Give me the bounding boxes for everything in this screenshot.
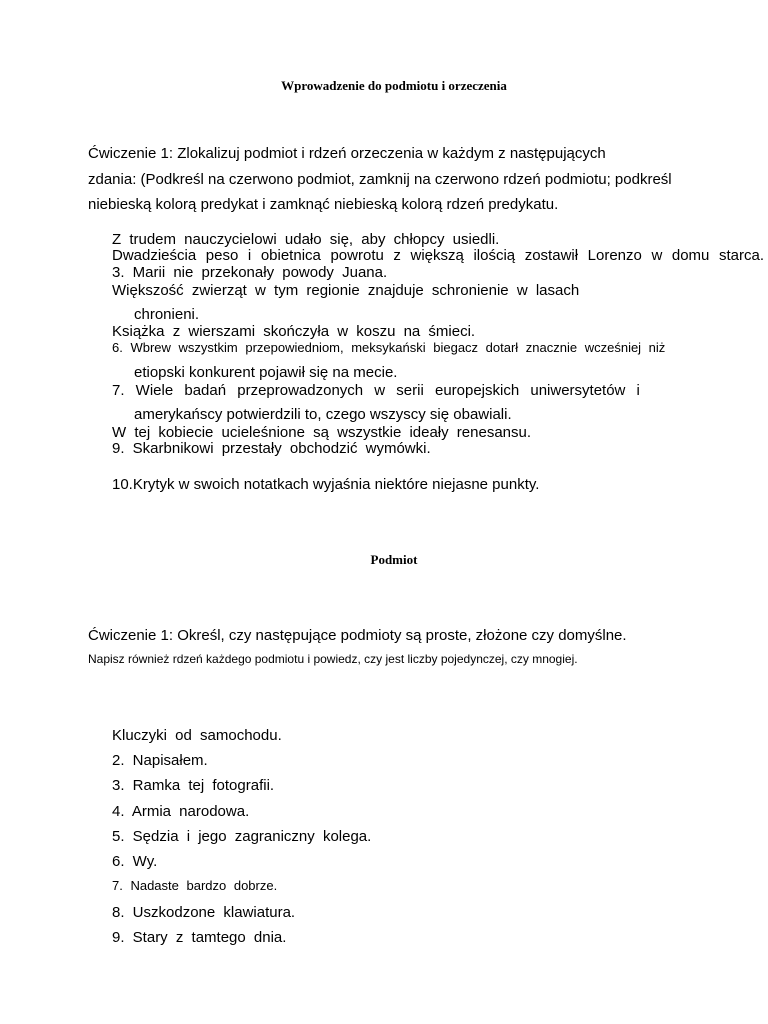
list-item: Większość zwierząt w tym regionie znajduje schronienie w lasach: [112, 282, 580, 299]
section1-instruction-line1: Ćwiczenie 1: Zlokalizuj podmiot i rdzeń orzeczenia w każdym z następujących: [88, 145, 606, 162]
list-item: 7. Nadaste bardzo dobrze.: [112, 878, 278, 893]
list-item: 6. Wy.: [112, 853, 158, 870]
list-item: Z trudem nauczycielowi udało się, aby chłopcy usiedli.: [112, 231, 500, 248]
section1-instruction-line2: zdania: (Podkreśl na czerwono podmiot, zamknij na czerwono rdzeń podmiotu; podkreśl: [88, 171, 672, 188]
list-item: 8. Uszkodzone klawiatura.: [112, 904, 296, 921]
list-item: Książka z wierszami skończyła w koszu na śmieci.: [112, 323, 476, 340]
section1-title: Wprowadzenie do podmiotu i orzeczenia: [281, 78, 507, 93]
list-item: chronieni.: [134, 306, 200, 323]
section2-title: Podmiot: [370, 552, 418, 567]
section2-instruction-line2: Napisz również rdzeń każdego podmiotu i powiedz, czy jest liczby pojedynczej, czy mnogiej.: [88, 652, 578, 666]
list-item: 10.Krytyk w swoich notatkach wyjaśnia niektóre niejasne punkty.: [112, 476, 540, 493]
list-item: etiopski konkurent pojawił się na mecie.: [134, 364, 398, 381]
section2-instruction-line1: Ćwiczenie 1: Określ, czy następujące podmioty są proste, złożone czy domyślne.: [88, 627, 627, 644]
list-item: 9. Stary z tamtego dnia.: [112, 929, 287, 946]
list-item: 7. Wiele badań przeprowadzonych w serii europejskich uniwersytetów i: [112, 382, 640, 399]
list-item: amerykańscy potwierdzili to, czego wszyscy się obawiali.: [134, 406, 512, 423]
list-item: 2. Napisałem.: [112, 752, 208, 769]
list-item: 3. Marii nie przekonały powody Juana.: [112, 264, 388, 281]
list-item: Kluczyki od samochodu.: [112, 727, 282, 744]
list-item: 3. Ramka tej fotografii.: [112, 777, 275, 794]
list-item: 5. Sędzia i jego zagraniczny kolega.: [112, 828, 372, 845]
list-item: Dwadzieścia peso i obietnica powrotu z większą ilością zostawił Lorenzo w domu starca.: [112, 247, 764, 264]
list-item: 9. Skarbnikowi przestały obchodzić wymówki.: [112, 440, 431, 457]
list-item: 6. Wbrew wszystkim przepowiedniom, meksykański biegacz dotarł znacznie wcześniej niż: [112, 340, 666, 355]
list-item: 4. Armia narodowa.: [112, 803, 250, 820]
section1-instruction-line3: niebieską kolorą predykat i zamknąć niebieską kolorą rdzeń predykatu.: [88, 196, 559, 213]
list-item: W tej kobiecie ucieleśnione są wszystkie ideały renesansu.: [112, 424, 532, 441]
